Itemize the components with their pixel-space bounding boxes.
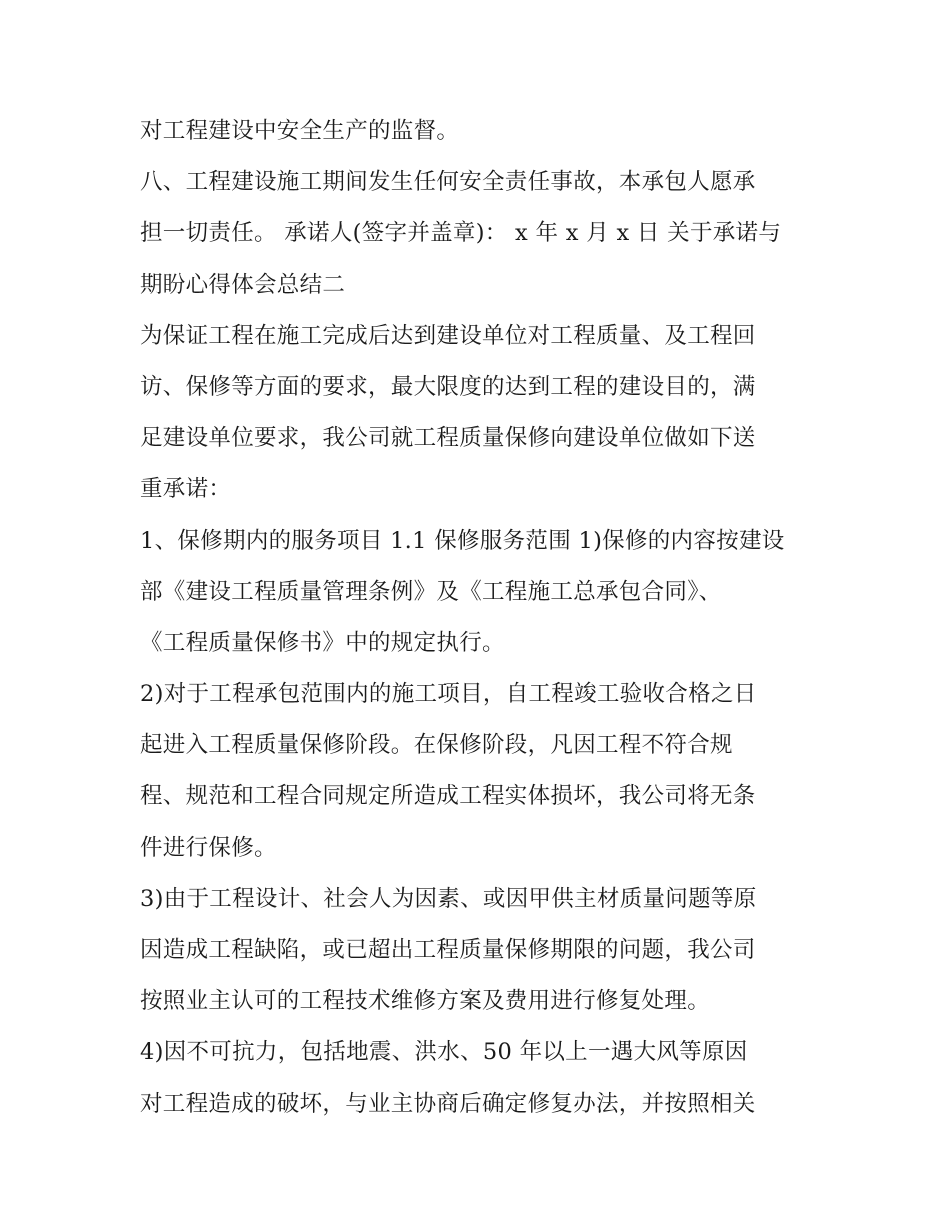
text-line: 因造成工程缺陷，或已超出工程质量保修期限的问题，我公司 (140, 937, 756, 963)
text-line: 起进入工程质量保修阶段。在保修阶段，凡因工程不符合规 (140, 732, 733, 759)
text-line: 重承诺： (140, 476, 232, 503)
text-line: 为保证工程在施工完成后达到建设单位对工程质量、及工程回 (140, 322, 756, 349)
text-line: 八、工程建设施工期间发生任何安全责任事故，本承包人愿承 (140, 169, 756, 196)
text-line: 程、规范和工程合同规定所造成工程实体损坏，我公司将无条 (140, 783, 756, 810)
text-line: 《工程质量保修书》中的规定执行。 (140, 629, 505, 656)
text-line: 2)对于工程承包范围内的施工项目，自工程竣工验收合格之日 (140, 681, 757, 708)
text-line: 对工程建设中安全生产的监督。 (140, 118, 460, 144)
text-line: 访、保修等方面的要求，最大限度的达到工程的建设目的，满 (140, 373, 756, 400)
text-line: 期盼心得体会总结二 (140, 271, 346, 298)
text-line: 按照业主认可的工程技术维修方案及费用进行修复处理。 (140, 988, 711, 1015)
text-line: 1、保修期内的服务项目 1.1 保修服务范围 1)保修的内容按建设 (140, 527, 785, 554)
text-line: 足建设单位要求，我公司就工程质量保修向建设单位做如下送 (140, 425, 756, 452)
text-line: 担一切责任。 承诺人(签字并盖章)： x 年 x 月 x 日 关于承诺与 (140, 220, 782, 247)
text-line: 4)因不可抗力，包括地震、洪水、50 年以上一遇大风等原因 (140, 1039, 748, 1066)
text-line: 3)由于工程设计、社会人为因素、或因甲供主材质量问题等原 (140, 885, 757, 912)
text-line: 对工程造成的破坏，与业主协商后确定修复办法，并按照相关 (140, 1090, 756, 1117)
text-line: 部《建设工程质量管理条例》及《工程施工总承包合同》、 (140, 578, 722, 605)
document-body (140, 106, 820, 1130)
text-line: 件进行保修。 (140, 834, 277, 861)
